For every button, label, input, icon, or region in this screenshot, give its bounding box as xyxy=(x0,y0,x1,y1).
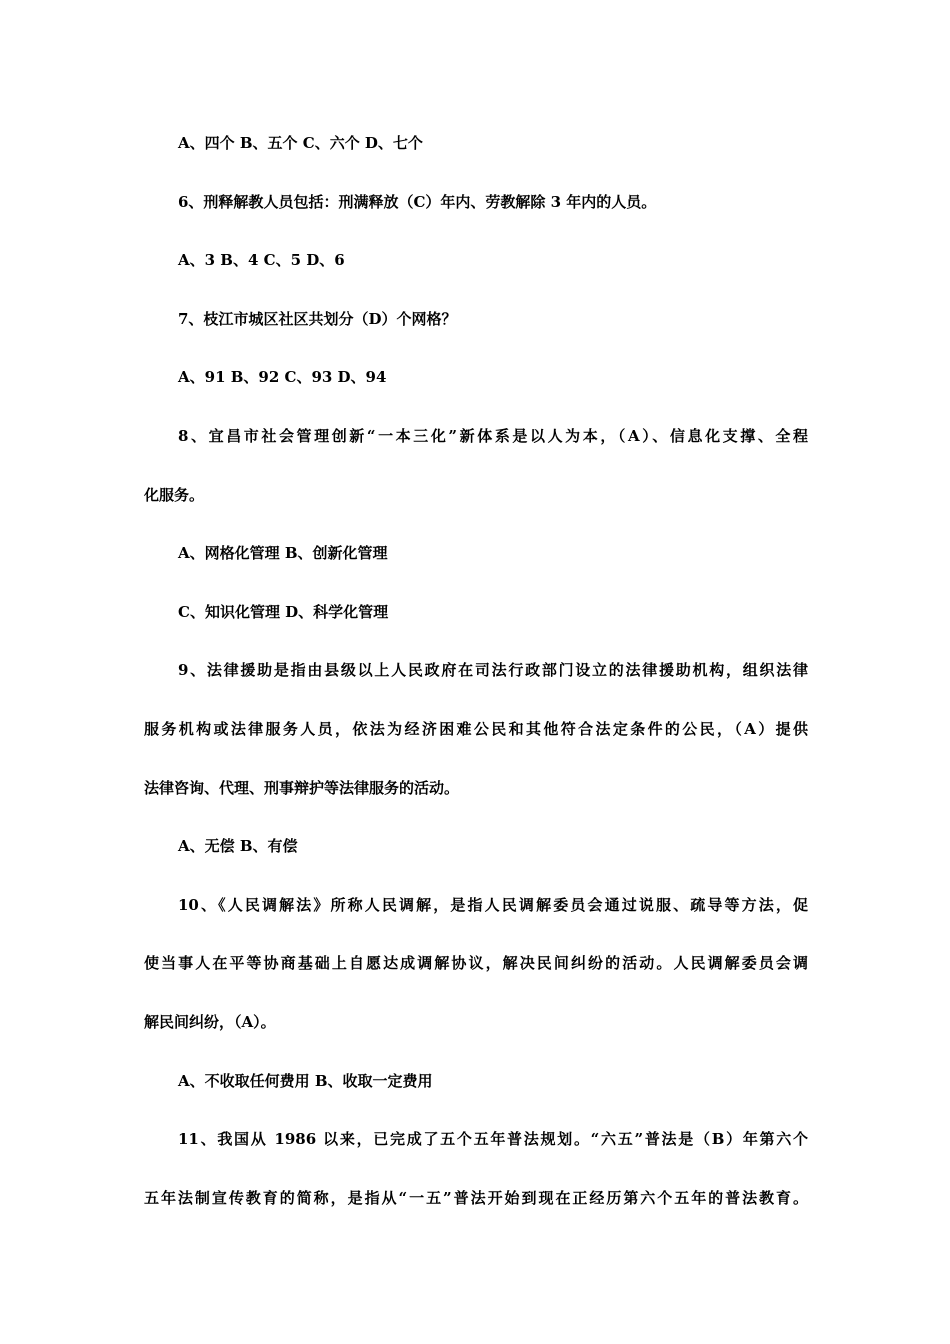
text-line: 服务机构或法律服务人员，依法为经济困难公民和其他符合法定条件的公民，（A）提供 xyxy=(144,719,808,738)
text-line: 11、我国从 1986 以来，已完成了五个五年普法规划。“六五”普法是（B）年第六个 xyxy=(178,1130,808,1149)
text-line: 7、枝江市城区社区共划分（D）个网格？ xyxy=(178,309,457,328)
text-line: 法律咨询、代理、刑事辩护等法律服务的活动。 xyxy=(144,778,460,797)
document-body xyxy=(144,114,808,1227)
text-line: A、不收取任何费用 B、收取一定费用 xyxy=(178,1071,433,1090)
text-line: 五年法制宣传教育的简称，是指从“一五”普法开始到现在正经历第六个五年的普法教育。 xyxy=(144,1188,808,1207)
text-line: 10、《人民调解法》所称人民调解，是指人民调解委员会通过说服、疏导等方法，促 xyxy=(178,895,808,914)
text-line: A、网格化管理 B、创新化管理 xyxy=(178,544,388,563)
text-line: A、3 B、4 C、5 D、6 xyxy=(178,251,345,270)
text-line: A、无偿 B、有偿 xyxy=(178,837,298,856)
text-line: C、知识化管理 D、科学化管理 xyxy=(178,602,389,621)
text-line: 解民间纠纷，（A）。 xyxy=(144,1012,276,1031)
text-line: 化服务。 xyxy=(144,485,205,504)
text-line: 8、宜昌市社会管理创新“一本三化”新体系是以人为本，（A）、信息化支撑、全程 xyxy=(178,426,808,445)
text-line: 使当事人在平等协商基础上自愿达成调解协议，解决民间纠纷的活动。人民调解委员会调 xyxy=(144,954,808,973)
text-line: 6、刑释解教人员包括：刑满释放（C）年内、劳教解除 3 年内的人员。 xyxy=(178,192,657,211)
text-line: A、91 B、92 C、93 D、94 xyxy=(178,368,387,387)
text-line: A、四个 B、五个 C、六个 D、七个 xyxy=(178,134,423,152)
text-line: 9、法律援助是指由县级以上人民政府在司法行政部门设立的法律援助机构，组织法律 xyxy=(178,661,808,680)
